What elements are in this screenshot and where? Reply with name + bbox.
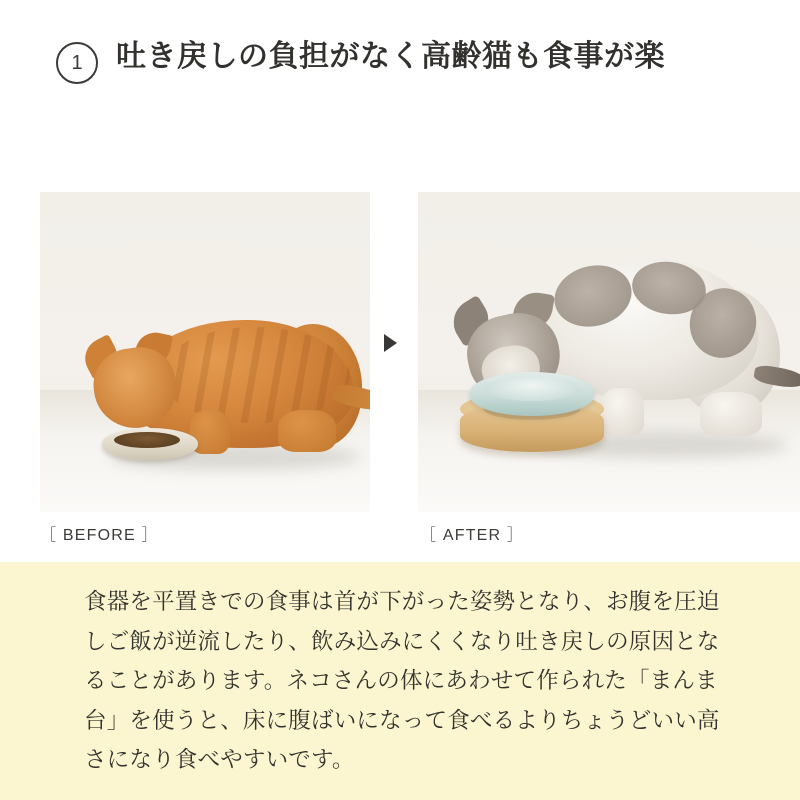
after-caption: ［ AFTER ］ — [420, 527, 525, 544]
before-photo — [40, 192, 370, 512]
cat-back-leg — [700, 392, 762, 436]
flat-dish-food — [114, 432, 180, 448]
note-panel — [0, 562, 800, 800]
page-title — [56, 36, 760, 84]
heading-text: 吐き戻しの負担がなく高齢猫も食事が楽 — [116, 40, 665, 73]
raised-bowl-interior — [484, 377, 580, 401]
note-text: 食器を平置きでの食事は首が下がった姿勢となり、お腹を圧迫しご飯が逆流したり、飲み込みにくくなり吐き戻しの原因となることがあります。ネコさんの体にあわせて作られた「まんま台」を使うと、床に腹ばいになって食べるよりちょうどいい高さになり食べやすいです。 — [84, 589, 720, 773]
arrow-right-icon — [384, 334, 397, 352]
comparison-photos — [40, 192, 760, 512]
before-scene — [40, 192, 370, 512]
after-photo — [418, 192, 800, 512]
cat-back-leg — [278, 410, 336, 452]
step-number-badge: 1 — [56, 42, 98, 84]
cat-stripes — [160, 327, 350, 423]
before-caption: ［ BEFORE ］ — [40, 527, 159, 544]
cat-front-leg — [600, 388, 644, 436]
after-scene — [418, 192, 800, 512]
